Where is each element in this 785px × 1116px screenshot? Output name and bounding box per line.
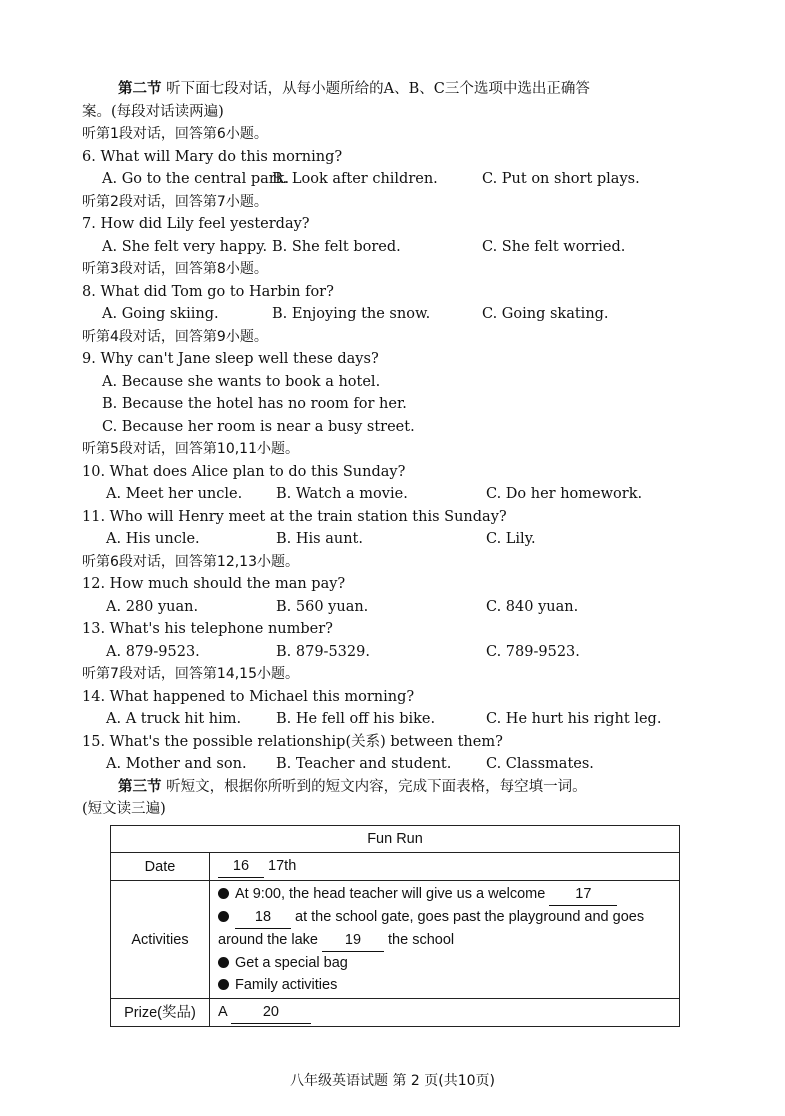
option-c[interactable]: C. 840 yuan. [486,598,579,615]
bullet-icon [218,979,229,990]
option-c[interactable]: C. Put on short plays. [482,171,640,187]
date-label: Date [111,853,210,881]
activity-4: Family activities [218,974,671,996]
bullet-icon [218,888,229,899]
option-c[interactable]: C. Going skating. [482,306,609,322]
question-text: 9. Why can't Jane sleep well these days? [82,351,379,367]
dialogue-intro: 听第7段对话，回答第14,15小题。 [82,666,299,682]
option-c[interactable]: C. Classmates. [486,756,594,772]
option-b[interactable]: B. Because the hotel has no room for her. [102,396,407,412]
exam-page [82,78,702,821]
table-heading: Fun Run [111,826,680,853]
question-text: 6. What will Mary do this morning? [82,148,343,165]
question-text: 11. Who will Henry meet at the train station this Sunday? [82,508,507,525]
options-row [82,303,702,326]
blank-19[interactable]: 19 [322,929,384,952]
option-a[interactable]: A. A truck hit him. [106,711,242,727]
blank-16[interactable]: 16 [218,855,264,878]
blank-18[interactable]: 18 [235,906,291,929]
question-text: 7. How did Lily feel yesterday? [82,216,310,232]
option-b[interactable]: B. Teacher and student. [276,756,452,772]
section2-title: 第二节 听下面七段对话，从每小题所给的A、B、C三个选项中选出正确答 [118,81,590,97]
blank-20[interactable]: 20 [231,1001,311,1024]
options-row [82,483,702,506]
activities-label: Activities [111,881,210,999]
option-b[interactable]: B. Look after children. [272,171,438,187]
option-c[interactable]: C. Lily. [486,531,536,547]
section3-title: 第三节 听短文，根据你所听到的短文内容，完成下面表格，每空填一词。 [118,778,587,795]
question-text: 8. What did Tom go to Harbin for? [82,283,334,300]
option-c[interactable]: C. She felt worried. [482,238,626,255]
question-text: 13. What's his telephone number? [82,621,333,637]
option-b[interactable]: B. His aunt. [276,531,363,547]
options-row [82,528,702,551]
activities-cell [210,881,680,999]
question-groups [82,123,702,776]
option-c[interactable]: C. 789-9523. [486,643,580,660]
option-b[interactable]: B. 879-5329. [276,643,370,660]
option-c[interactable]: C. Do her homework. [486,486,643,502]
date-suffix: 17th [268,858,297,874]
activity-1: At 9:00, the head teacher will give us a welcome 17 [218,883,671,906]
option-a[interactable]: A. Meet her uncle. [106,486,243,502]
section3-title-cont: (短文读三遍) [82,801,166,817]
option-c[interactable]: C. Because her room is near a busy street. [102,418,415,435]
bullet-icon [218,957,229,968]
question-text: 12. How much should the man pay? [82,576,346,592]
options-row [82,168,702,191]
option-a[interactable]: A. 879-9523. [106,643,200,660]
fun-run-table [110,825,680,1027]
option-b[interactable]: B. Enjoying the snow. [272,306,431,322]
options-row [82,753,702,776]
dialogue-intro: 听第3段对话，回答第8小题。 [82,261,268,277]
option-a[interactable]: A. 280 yuan. [106,598,199,615]
option-b[interactable]: B. She felt bored. [272,238,401,255]
option-a[interactable]: A. His uncle. [106,531,200,547]
blank-17[interactable]: 17 [549,883,617,906]
question-text: 10. What does Alice plan to do this Sunday? [82,463,406,480]
bullet-icon [218,911,229,922]
dialogue-intro: 听第2段对话，回答第7小题。 [82,193,268,210]
prize-cell: A 20 [210,999,680,1027]
option-a[interactable]: A. Go to the central park. [102,171,290,187]
date-cell [210,853,680,881]
section2-title-cont: 案。(每段对话读两遍) [82,103,224,120]
option-b[interactable]: B. Watch a movie. [276,486,408,502]
page-footer: 八年级英语试题 第 2 页(共10页) [290,1073,495,1089]
option-c[interactable]: C. He hurt his right leg. [486,711,662,727]
question-text: 15. What's the possible relationship(关系) between them? [82,733,503,750]
activity-3: Get a special bag [218,952,671,974]
option-b[interactable]: B. He fell off his bike. [276,711,436,727]
option-a[interactable]: A. She felt very happy. [102,238,268,255]
options-row [82,641,702,664]
option-a[interactable]: A. Going skiing. [102,306,219,322]
dialogue-intro: 听第1段对话，回答第6小题。 [82,126,268,142]
prize-label: Prize(奖品) [111,999,210,1027]
activity-2: 18 at the school gate, goes past the playground and goes [218,906,671,929]
activity-2-cont: around the lake 19 the school [218,929,671,952]
option-a[interactable]: A. Mother and son. [106,756,247,772]
dialogue-intro: 听第4段对话，回答第9小题。 [82,328,268,345]
question-text: 14. What happened to Michael this morning? [82,688,415,705]
options-row [82,708,702,731]
options-row [82,596,702,619]
dialogue-intro: 听第5段对话，回答第10,11小题。 [82,441,299,457]
dialogue-intro: 听第6段对话，回答第12,13小题。 [82,553,299,570]
options-row [82,236,702,259]
option-b[interactable]: B. 560 yuan. [276,598,369,615]
option-a[interactable]: A. Because she wants to book a hotel. [102,373,381,390]
